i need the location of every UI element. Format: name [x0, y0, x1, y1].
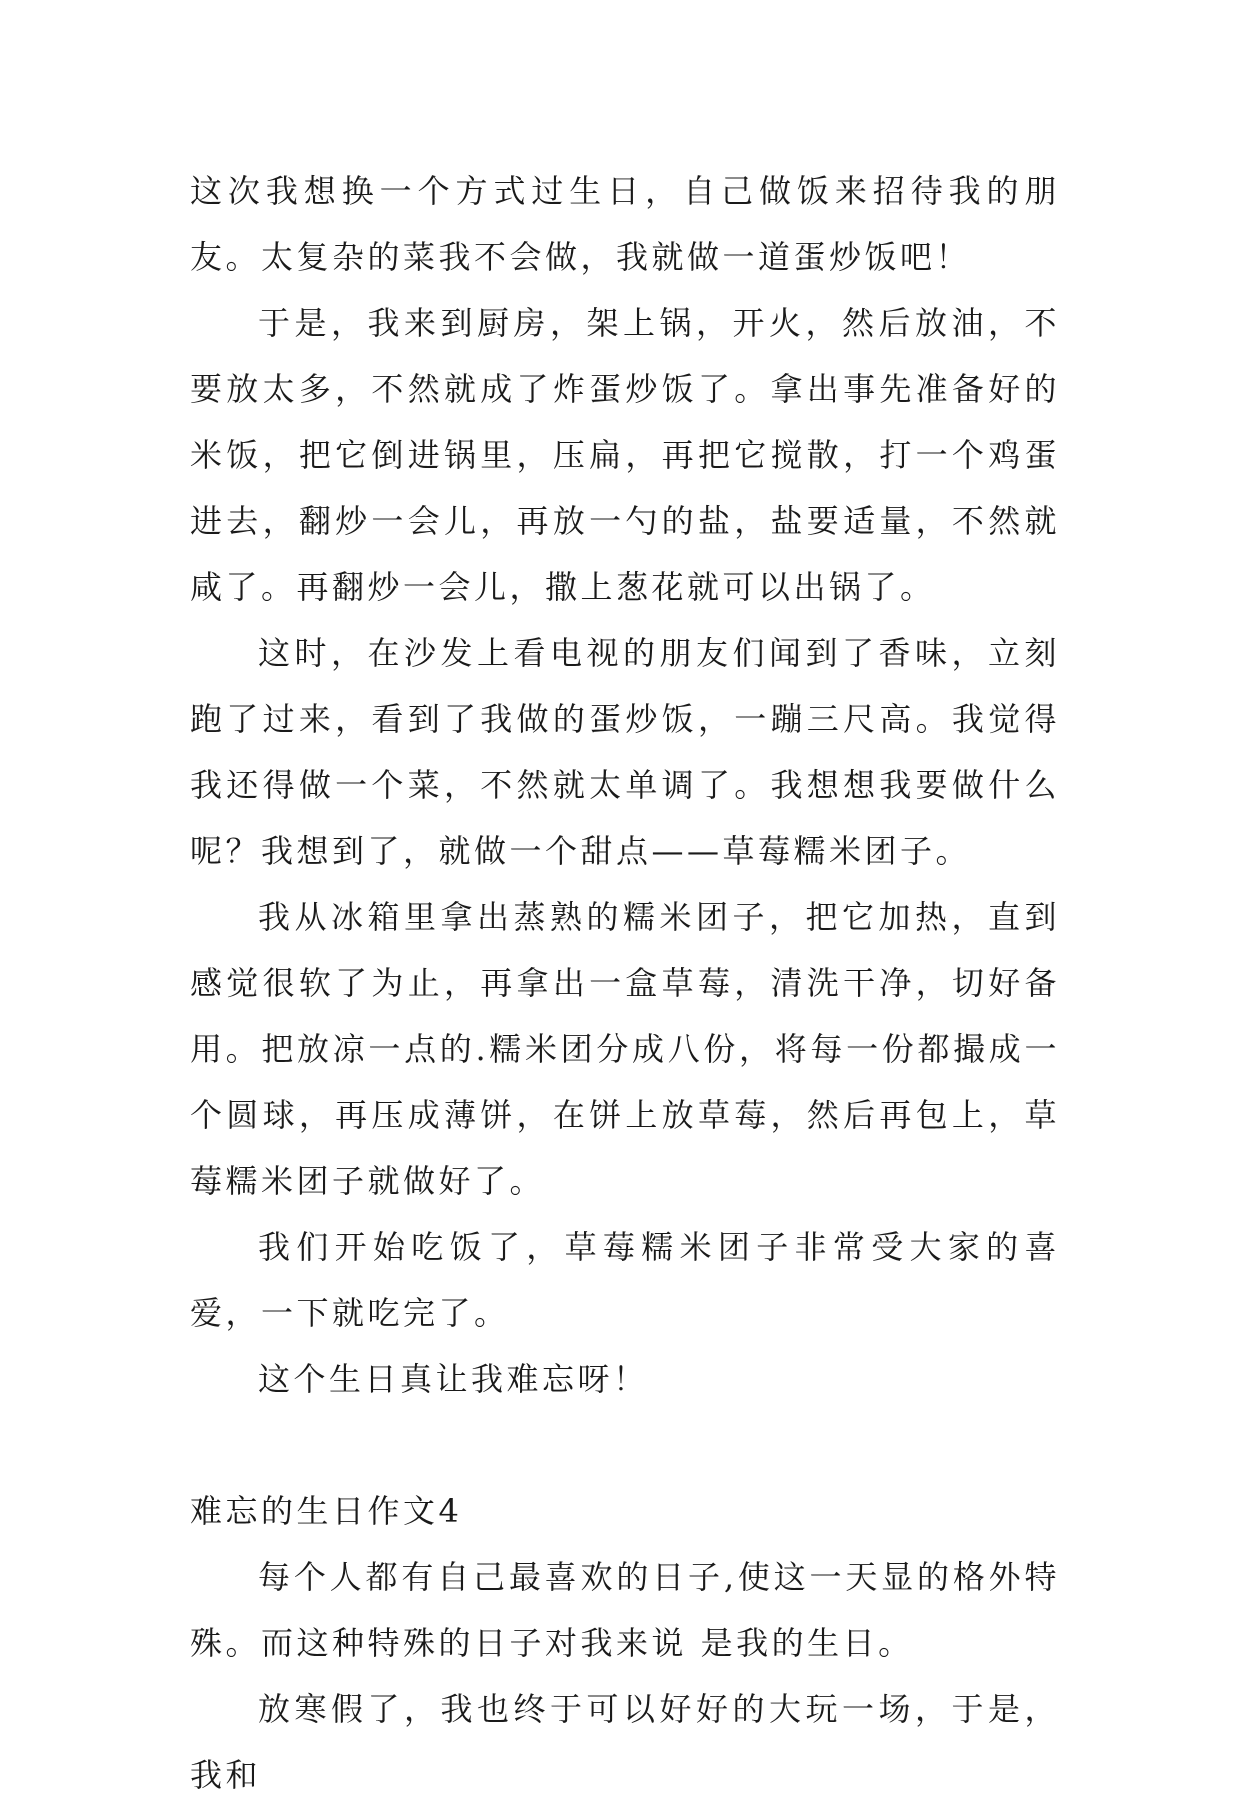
paragraph: 这时，在沙发上看电视的朋友们闻到了香味，立刻跑了过来，看到了我做的蛋炒饭，一蹦三尺高。我觉得我还得做一个菜，不然就太单调了。我想想我要做什么呢？我想到了，就做一个甜点——草莓糯米团子。	[190, 634, 1060, 870]
paragraph: 这个生日真让我难忘呀！	[258, 1360, 649, 1398]
paragraph: 我们开始吃饭了，草莓糯米团子非常受大家的喜爱，一下就吃完了。	[190, 1228, 1060, 1332]
section-spacer	[190, 1412, 1060, 1478]
paragraph: 这次我想换一个方式过生日，自己做饭来招待我的朋友。太复杂的菜我不会做，我就做一道蛋炒饭吧！	[190, 172, 1060, 276]
document-body	[190, 158, 1060, 1808]
paragraph: 每个人都有自己最喜欢的日子,使这一天显的格外特殊。而这种特殊的日子对我来说 是我的生日。	[190, 1558, 1060, 1662]
paragraph: 我从冰箱里拿出蒸熟的糯米团子，把它加热，直到感觉很软了为止，再拿出一盒草莓，清洗干净，切好备用。把放凉一点的.糯米团分成八份，将每一份都撮成一个圆球，再压成薄饼，在饼上放草莓，然后再包上，草莓糯米团子就做好了。	[190, 898, 1060, 1200]
paragraph: 放寒假了，我也终于可以好好的大玩一场，于是，我和	[190, 1690, 1060, 1794]
paragraph: 于是，我来到厨房，架上锅，开火，然后放油，不要放太多，不然就成了炸蛋炒饭了。拿出事先准备好的米饭，把它倒进锅里，压扁，再把它搅散，打一个鸡蛋进去，翻炒一会儿，再放一勺的盐，盐要适量，不然就咸了。再翻炒一会儿，撒上葱花就可以出锅了。	[190, 304, 1060, 606]
section-title: 难忘的生日作文4	[190, 1492, 463, 1530]
